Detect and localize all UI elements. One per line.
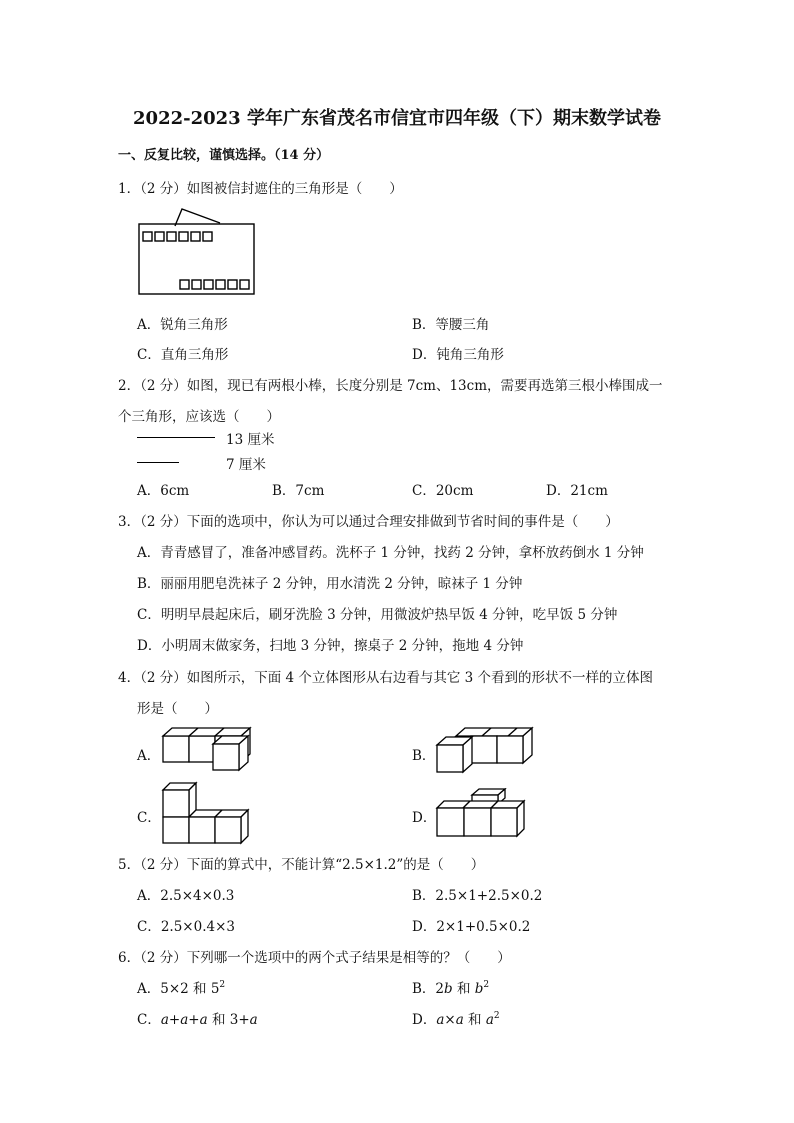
q1-option-a[interactable]: A．锐角三角形 [137,317,228,333]
q3-option-b[interactable]: B．丽丽用肥皂洗袜子 2 分钟，用水清洗 2 分钟，晾袜子 1 分钟 [137,576,523,592]
stick-7cm-label: 7 厘米 [226,457,266,473]
q1-option-d[interactable]: D．钝角三角形 [412,347,504,363]
q5-option-c[interactable]: C．2.5×0.4×3 [137,919,235,935]
q6-option-a-text: A．5×2 和 5 [137,981,220,997]
q6-var-a1: a [160,1012,169,1028]
q5-option-d[interactable]: D．2×1+0.5×0.2 [412,919,531,935]
stick-13cm-label: 13 厘米 [226,432,275,448]
q4-solid-c[interactable] [160,780,250,846]
q2-option-a[interactable]: A．6cm [137,483,190,499]
q4-option-b[interactable]: B． [412,748,436,764]
stick-7cm [137,462,179,463]
q4-option-a[interactable]: A． [137,748,161,764]
q4-stem-line2: 形是（ ） [137,701,218,717]
q4-option-c[interactable]: C． [137,810,161,826]
q4-solid-d[interactable] [434,788,530,840]
q6-var-b2: b [474,981,484,997]
stamp-boxes-bottom [180,280,249,289]
q6-option-a[interactable] [137,977,225,997]
q6-var-d3: a [485,1012,494,1028]
section-heading: 一、反复比较，谨慎选择。（14 分） [118,148,330,163]
q3-stem: 3．（2 分）下面的选项中，你认为可以通过合理安排做到节省时间的事件是（ ） [118,514,619,530]
q6-var-a4: a [249,1012,258,1028]
q4-option-d[interactable]: D． [412,810,437,826]
q6-option-b[interactable] [412,977,489,997]
q4-solid-b[interactable] [434,725,538,775]
q5-option-a[interactable]: A．2.5×4×0.3 [137,888,235,904]
q2-stem-line2: 个三角形，应该选（ ） [118,409,280,425]
q6-plus2: + [188,1012,200,1028]
q3-option-c[interactable]: C．明明早晨起床后，刷牙洗脸 3 分钟，用微波炉热早饭 4 分钟，吃早饭 5 分钟 [137,607,618,623]
q1-option-b[interactable]: B．等腰三角 [412,317,490,333]
q2-option-c[interactable]: C．20cm [412,483,474,499]
q2-option-d[interactable]: D．21cm [546,483,608,499]
q5-stem: 5．（2 分）下面的算式中，不能计算“2.5×1.2”的是（ ） [118,857,485,873]
stamp-boxes-top [143,232,212,241]
q6-option-d-and: 和 [463,1012,486,1028]
q3-option-d[interactable]: D．小明周末做家务，扫地 3 分钟，擦桌子 2 分钟，拖地 4 分钟 [137,638,524,654]
q6-times: × [444,1012,456,1028]
q6-plus1: + [168,1012,181,1028]
q5-option-b[interactable]: B．2.5×1+2.5×0.2 [412,888,543,904]
q6-option-b-prefix: B．2 [412,981,445,997]
q2-stem-line1: 2．（2 分）如图，现已有两根小棒，长度分别是 7cm、13cm，需要再选第三根小棒围成一 [118,378,663,394]
q3-option-a[interactable]: A．青青感冒了，准备冲感冒药。洗杯子 1 分钟，找药 2 分钟，拿杯放药倒水 1 分钟 [137,545,644,561]
q6-option-b-and: 和 [452,981,475,997]
q6-option-d-prefix: D． [412,1012,437,1028]
q6-option-d-exponent: 2 [493,1011,500,1021]
envelope-figure [134,204,260,298]
q4-solid-a[interactable] [160,725,264,775]
q6-option-a-exponent: 2 [219,980,226,990]
q6-var-d1: a [436,1012,445,1028]
q6-var-a3: a [199,1012,208,1028]
q2-option-b[interactable]: B．7cm [272,483,325,499]
q4-stem-line1: 4．（2 分）如图所示，下面 4 个立体图形从右边看与其它 3 个看到的形状不一样的立体图 [118,670,654,686]
q6-var-b: b [444,981,453,997]
stick-13cm [137,437,215,438]
q6-option-c-prefix: C． [137,1012,161,1028]
q6-var-d2: a [455,1012,464,1028]
page-title: 2022-2023 学年广东省茂名市信宜市四年级（下）期末数学试卷 [133,108,661,129]
q6-stem: 6．（2 分）下列哪一个选项中的两个式子结果是相等的？（ ） [118,950,511,966]
q6-option-d[interactable] [412,1008,500,1028]
q1-stem: 1．（2 分）如图被信封遮住的三角形是（ ） [118,181,403,197]
q6-option-c-and: 和 3+ [207,1012,250,1028]
q6-option-c[interactable] [137,1008,258,1028]
q6-var-a2: a [180,1012,189,1028]
q6-option-b-exponent: 2 [483,980,490,990]
q1-option-c[interactable]: C．直角三角形 [137,347,229,363]
